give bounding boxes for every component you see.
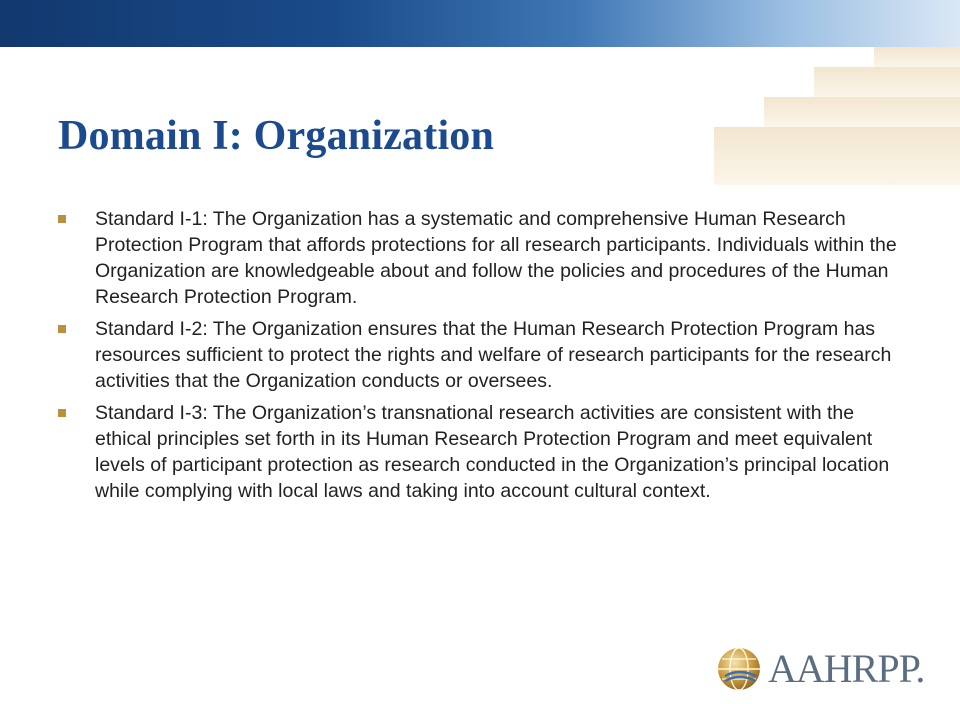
bullet-text: Standard I-1: The Organization has a systematic and comprehensive Human Research Protection Program that affords protections for all research participants. Individuals within the Organization are knowledgeable about and follow the policies and procedures of the Human Research Protection Program. xyxy=(95,208,897,308)
globe-logo-icon xyxy=(716,646,762,692)
aahrpp-logo xyxy=(716,646,924,692)
bullet-item xyxy=(58,400,908,504)
square-bullet-icon xyxy=(58,409,66,417)
logo-text: AAHRPP. xyxy=(768,646,925,691)
square-bullet-icon xyxy=(58,325,66,333)
bullet-list xyxy=(58,206,908,510)
square-bullet-icon xyxy=(58,215,66,223)
bullet-item xyxy=(58,206,908,310)
bullet-text: Standard I-3: The Organization’s transnational research activities are consistent with the ethical principles set forth in its Human Research Protection Program and meet equivalent levels of participant protection as research conducted in the Organization’s principal location while complying with local laws and taking into account cultural context. xyxy=(95,402,890,502)
bullet-item xyxy=(58,316,908,394)
slide-title: Domain I: Organization xyxy=(58,113,495,159)
top-banner xyxy=(0,0,960,47)
bullet-text: Standard I-2: The Organization ensures that the Human Research Protection Program has resources sufficient to protect the rights and welfare of research participants for the research activities that the Organization conducts or oversees. xyxy=(95,318,892,392)
